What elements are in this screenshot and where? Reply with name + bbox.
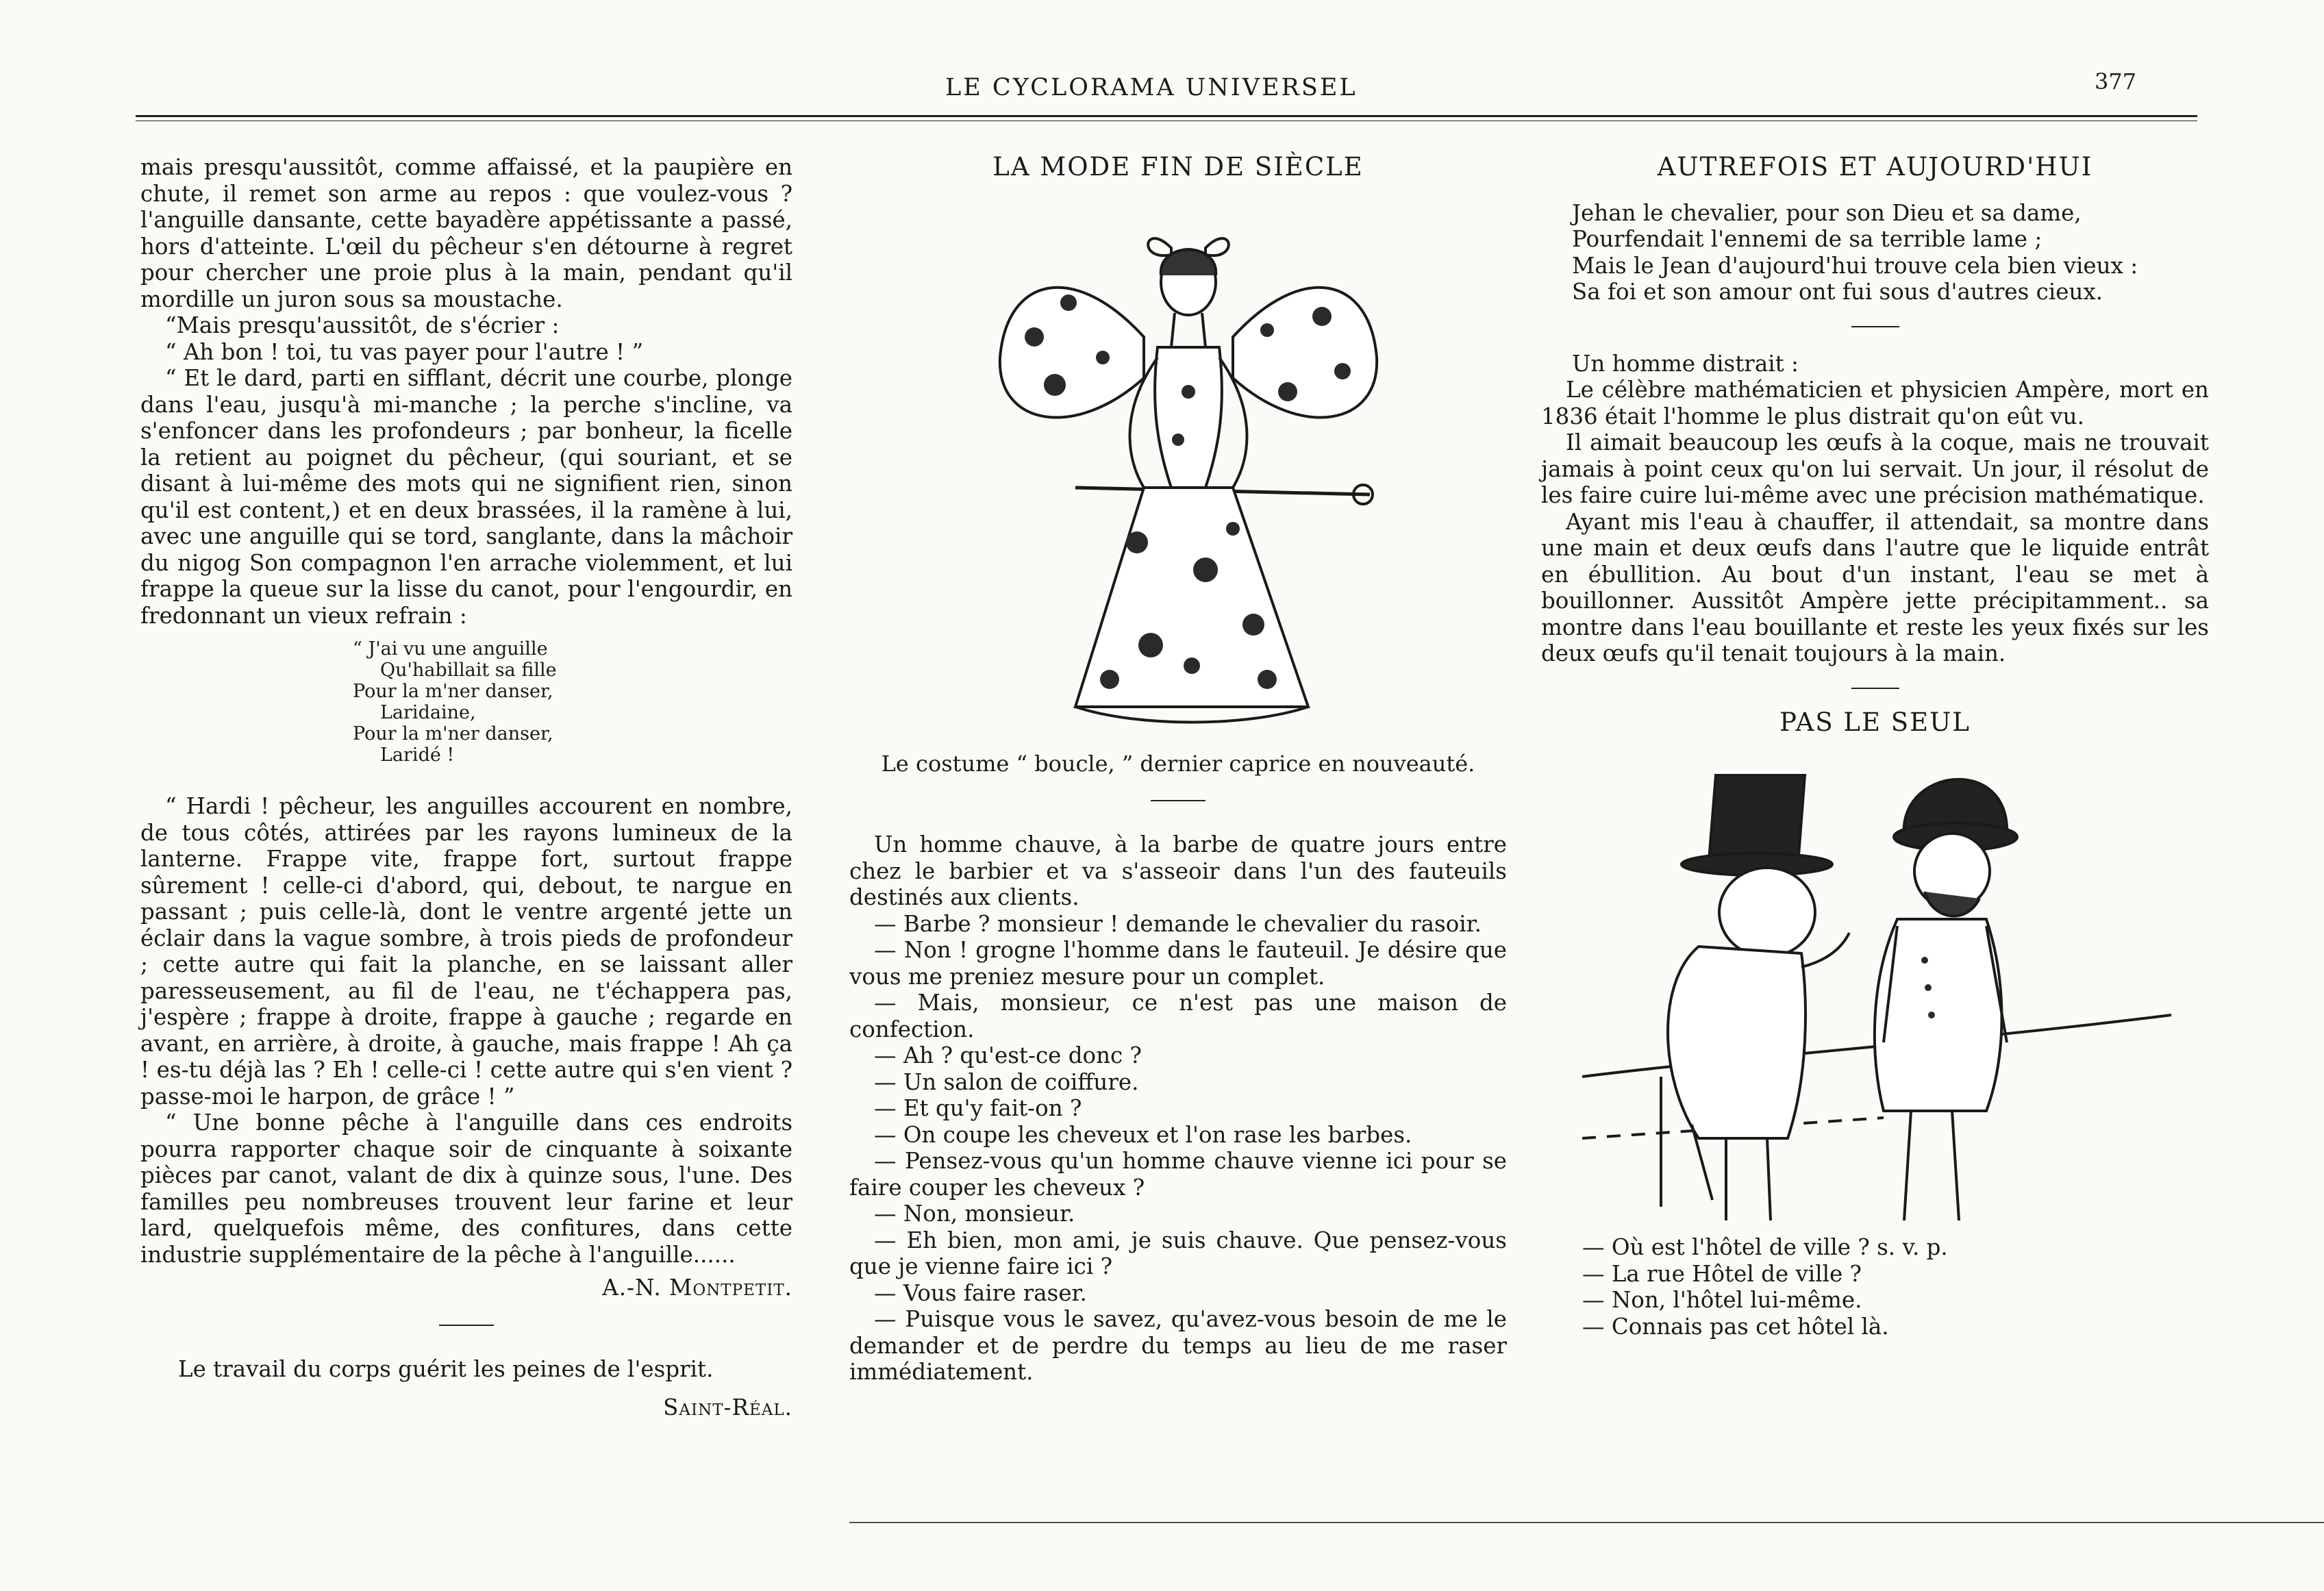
poem-line: Laridé !: [380, 744, 455, 766]
paragraph: Le célèbre mathématicien et physicien Ampère, mort en 1836 était l'homme le plus distrait qu'on eût vu.: [1541, 377, 2209, 429]
section-title: LA MODE FIN DE SIÈCLE: [992, 152, 1364, 181]
dialog-line: — Un salon de coiffure.: [874, 1068, 1139, 1095]
paragraph: Ayant mis l'eau à chauffer, il attendait, sa montre dans une main et deux œufs dans l'autre que le liquide entrât en ébullition. Au bout d'un instant, l'eau se met à bouillonner. Aussitôt Ampère jette précipitamment.. sa montre dans l'eau bouillante et reste les yeux fixés sur les deux œufs qu'il tenait toujours à la main.: [1541, 508, 2209, 666]
dialog-line: — Puisque vous le savez, qu'avez-vous besoin de me le demander et de perdre du temps au lieu de me raser immédiatement.: [849, 1306, 1507, 1385]
poem-line: “ J'ai vu une anguille: [353, 638, 548, 660]
paragraph: mais presqu'aussitôt, comme affaissé, et la paupière en chute, il remet son arme au repos : que voulez-vous ? l'anguille dansante, cette bayadère appétissante a passé, hors d'atteinte. L'œil du pêcheur s'en détourne à regret pour chercher une proie plus à la main, pendant qu'il mordille un juron sous sa moustache.: [140, 154, 792, 312]
column-right: [1541, 154, 2209, 1340]
dialog-line: — Ah ? qu'est-ce donc ?: [874, 1042, 1142, 1068]
dialog-line: — Eh bien, mon ami, je suis chauve. Que pensez-vous que je vienne faire ici ?: [849, 1227, 1507, 1279]
dialog-line: — Connais pas cet hôtel là.: [1582, 1313, 1889, 1340]
cartoon-illustration: [1541, 755, 2209, 1234]
page-number: 377: [2095, 68, 2137, 95]
section-title: PAS LE SEUL: [1779, 707, 1971, 737]
dialog-line: — Non ! grogne l'homme dans le fauteuil. Je désire que vous me preniez mesure pour un complet.: [849, 937, 1507, 990]
anecdote-heading: Un homme distrait :: [1572, 350, 1799, 377]
verse: [1541, 200, 2209, 305]
dialog-line: — Et qu'y fait-on ?: [874, 1095, 1082, 1121]
verse-line: Pourfendait l'ennemi de sa terrible lame ;: [1572, 226, 2042, 252]
illustration-caption: Le costume “ boucle, ” dernier caprice en nouveauté.: [881, 750, 1475, 777]
paragraph: “Mais presqu'aussitôt, de s'écrier :: [165, 312, 560, 338]
song-refrain: [353, 638, 792, 766]
section-separator: [1851, 688, 1899, 689]
paragraph: Il aimait beaucoup les œufs à la coque, mais ne trouvait jamais à point ceux qu'on lui servait. Un jour, il résolut de les faire cuire lui-même avec une précision mathématique.: [1541, 429, 2209, 508]
author-signature: A.-N. Montpetit.: [602, 1275, 792, 1301]
poem-line: Qu'habillait sa fille: [380, 660, 557, 681]
header-rule: [136, 115, 2197, 117]
dialog-line: — Non, l'hôtel lui-même.: [1582, 1287, 1862, 1313]
dialog-line: — Vous faire raser.: [874, 1279, 1087, 1306]
maxim: Le travail du corps guérit les peines de l'esprit.: [178, 1355, 714, 1382]
verse-line: Sa foi et son amour ont fui sous d'autres cieux.: [1572, 279, 2103, 305]
maxim-author: Saint-Réal.: [663, 1394, 792, 1420]
poem-line: Pour la m'ner danser,: [353, 723, 553, 744]
paragraph: “ Ah bon ! toi, tu vas payer pour l'autre ! ”: [165, 338, 644, 365]
paragraph: “ Et le dard, parti en sifflant, décrit une courbe, plonge dans l'eau, jusqu'à mi-manche ; la perche s'incline, va s'enfoncer dans les profondeurs ; par bonheur, la ficelle la retient au poignet du pêcheur, (qui souriant, et se disant à lui-même des mots qui ne signifient rien, sinon qu'il est content,) et en deux brassées, il la ramène à lui, avec une anguille qui se tord, sanglante, dans la mâchoir du nigog Son compagnon l'en arrache violemment, et lui frappe la queue sur la lisse du canot, pour l'engourdir, en fredonnant un vieux refrain :: [140, 365, 792, 629]
poem-line: Pour la m'ner danser,: [353, 681, 553, 702]
paragraph: “ Hardi ! pêcheur, les anguilles accourent en nombre, de tous côtés, attirées par les rayons lumineux de la lanterne. Frappe vite, frappe fort, surtout frappe sûrement ! celle-ci d'abord, qui, debout, te nargue en passant ; puis celle-là, dont le ventre argenté jette un éclair dans la vague sombre, à trois pieds de profondeur ; cette autre qui fait la planche, en se laissant aller paresseusement, au fil de l'eau, ne t'échappera pas, j'espère ; frappe à droite, frappe à gauche ; regarde en avant, en arrière, à droite, à gauche, mais frappe ! Ah ça ! es-tu déjà las ? Eh ! celle-ci ! cette autre qui s'en vient ? passe-moi le harpon, de grâce ! ”: [140, 793, 792, 1110]
journal-title: LE CYCLORAMA UNIVERSEL: [945, 74, 1358, 101]
poem-line: Laridaine,: [380, 702, 476, 723]
section-separator: [439, 1325, 494, 1326]
dialog-line: — On coupe les cheveux et l'on rase les barbes.: [874, 1121, 1412, 1148]
dialog-line: — Mais, monsieur, ce n'est pas une maison de confection.: [849, 990, 1507, 1042]
paragraph: “ Une bonne pêche à l'anguille dans ces endroits pourra rapporter chaque soir de cinquante à soixante pièces par canot, valant de dix à quinze sous, l'une. Des familles peu nombreuses trouvent leur farine et leur lard, quelquefois même, des confitures, dans cette industrie supplémentaire de la pêche à l'anguille......: [140, 1110, 792, 1268]
dialog: [1541, 1234, 2209, 1340]
fashion-illustration: [849, 200, 1507, 741]
section-title: AUTREFOIS ET AUJOURD'HUI: [1657, 152, 2093, 181]
dialog-line: — Où est l'hôtel de ville ? s. v. p.: [1582, 1234, 1948, 1260]
verse-line: Mais le Jean d'aujourd'hui trouve cela bien vieux :: [1572, 252, 2138, 279]
dialog-line: — Pensez-vous qu'un homme chauve vienne ici pour se faire couper les cheveux ?: [849, 1148, 1507, 1201]
column-center: [849, 154, 1507, 1386]
column-left: [140, 154, 792, 1421]
dialog: [849, 911, 1507, 1386]
dialog-line: — Non, monsieur.: [874, 1201, 1075, 1227]
dialog-line: — La rue Hôtel de ville ?: [1582, 1260, 1862, 1287]
dialog-line: — Barbe ? monsieur ! demande le chevalier du rasoir.: [874, 910, 1482, 937]
section-separator: [1851, 326, 1899, 327]
paragraph: Un homme chauve, à la barbe de quatre jours entre chez le barbier et va s'asseoir dans l'un des fauteuils destinés aux clients.: [849, 831, 1507, 910]
section-separator: [1151, 800, 1205, 801]
bottom-rule: [849, 1522, 2324, 1523]
verse-line: Jehan le chevalier, pour son Dieu et sa dame,: [1572, 199, 2082, 226]
